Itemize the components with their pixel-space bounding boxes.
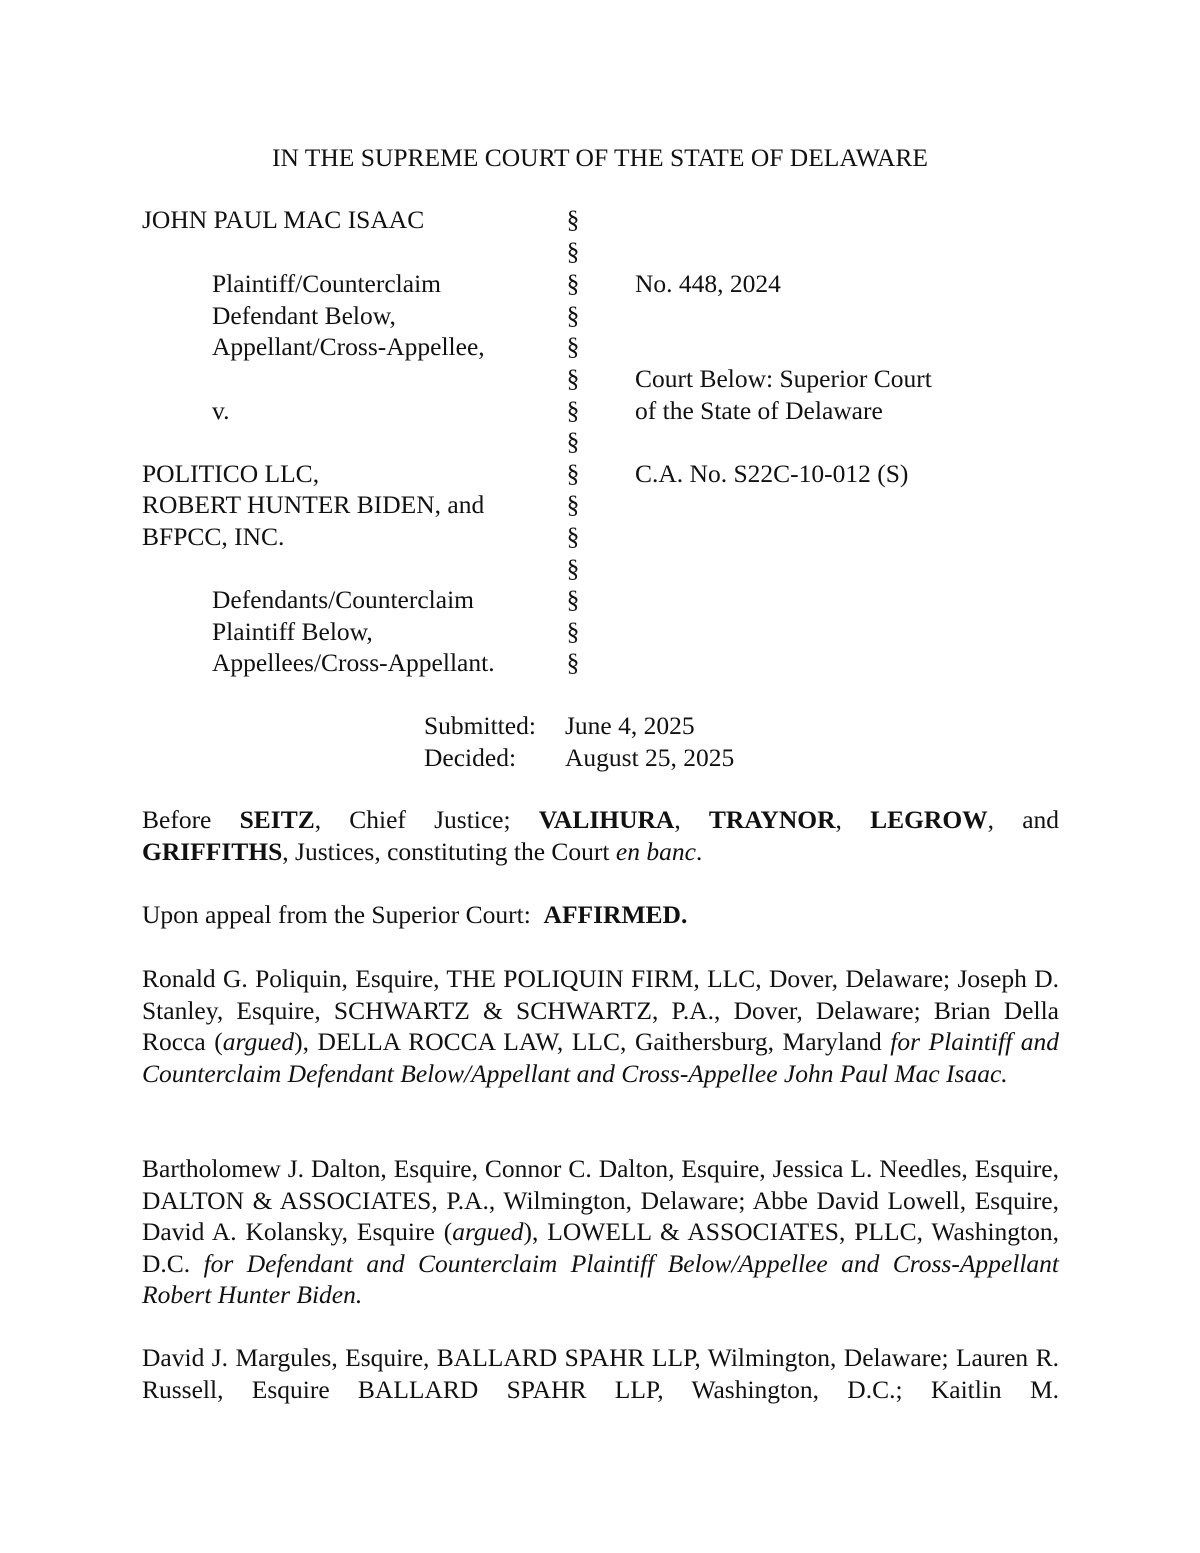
decided-date: August 25, 2025 [565,742,735,772]
plaintiff-role-line-1: Plaintiff/Counterclaim [212,269,441,298]
disposition-text: Upon appeal from the Superior Court: [142,900,531,929]
justice-griffiths: GRIFFITHS [142,836,283,866]
disposition [142,899,1059,931]
chief-text: , Chief Justice; [314,805,511,834]
versus: v. [212,396,230,425]
defendant-role-line-3: Appellees/Cross-Appellant. [212,648,495,677]
defendant-name-line-1: POLITICO LLC, [142,459,320,488]
counsel-plaintiff-for: for Plaintiff and Counterclaim Defendant Below/Appellant and Cross-Appellee John Paul Mac Isaac. [142,1027,1060,1088]
section-symbol: § [566,427,580,456]
counsel-politico-text: David J. Margules, Esquire, BALLARD SPAHR LLP, Wilmington, Delaware; Lauren R. Russell, Esquire BALLARD SPAHR LLP, Washington, D.C.; Kaitlin M. [142,1343,1059,1404]
section-symbol: § [566,585,580,614]
bench-comma: , [674,805,681,834]
plaintiff-role-line-3: Appellant/Cross-Appellee, [212,332,485,361]
section-symbol: § [566,301,580,330]
section-symbol: § [566,554,580,583]
court-below-line-2: of the State of Delaware [635,396,883,425]
counsel-plaintiff-text: Ronald G. Poliquin, Esquire, THE POLIQUIN FIRM, LLC, Dover, Delaware; Joseph D. Stanley, Esquire, SCHWARTZ & SCHWARTZ, P.A., Dover, Delaware; Brian Della Rocca ( [142,964,1059,1057]
court-below-line-1: Court Below: Superior Court [635,364,932,393]
counsel-plaintiff [142,963,1059,1089]
section-symbol: § [566,332,580,361]
section-symbol: § [566,648,580,677]
submitted-date: June 4, 2025 [565,711,695,740]
section-symbol: § [566,459,580,488]
justice-traynor: TRAYNOR [708,805,836,834]
section-symbol: § [566,396,580,425]
bench-rest: , Justices, constituting the Court [282,836,610,866]
counsel-biden-for: for Defendant and Counterclaim Plaintiff Below/Appellee and Cross-Appellant Robert Hunter Biden. [142,1248,1059,1310]
defendant-name-line-3: BFPCC, INC. [142,522,285,551]
section-symbol: § [566,269,580,298]
before-text: Before [142,805,212,834]
counsel-politico [142,1342,1059,1405]
dates-block [424,710,734,773]
section-symbol: § [566,364,580,393]
counsel-biden-text: Bartholomew J. Dalton, Esquire, Connor C. Dalton, Esquire, Jessica L. Needles, Esquire, DALTON & ASSOCIATES, P.A., Wilmington, Delaware; Abbe David Lowell, Esquire, David A. Kolansky, Esquire ( [142,1154,1059,1247]
defendant-name-line-2: ROBERT HUNTER BIDEN, and [142,490,485,519]
bench-paragraph [142,804,1059,867]
bench-and: , and [987,805,1060,834]
defendant-role-line-1: Defendants/Counterclaim [212,585,474,614]
justice-valihura: VALIHURA [538,805,675,834]
bench-comma: , [835,805,842,834]
section-symbol: § [566,237,580,266]
court-title: IN THE SUPREME COURT OF THE STATE OF DELAWARE [271,143,928,172]
section-symbol: § [566,522,580,551]
defendant-role-line-2: Plaintiff Below, [212,617,373,646]
decided-label: Decided: [424,742,517,772]
case-number: No. 448, 2024 [635,269,781,298]
submitted-label: Submitted: [424,711,536,740]
argued-note: argued [452,1217,524,1247]
justice-seitz: SEITZ [239,805,315,834]
section-symbol: § [566,490,580,519]
en-banc: en banc [615,836,696,866]
bench-period: . [695,836,703,866]
counsel-biden-text-2: ), LOWELL & ASSOCIATES, PLLC, Washington, D.C. [142,1217,1059,1278]
ca-number: C.A. No. S22C-10-012 (S) [635,459,909,488]
disposition-result: AFFIRMED. [543,900,688,929]
counsel-biden [142,1153,1059,1311]
plaintiff-name: JOHN PAUL MAC ISAAC [142,205,425,234]
justice-legrow: LEGROW [870,805,988,834]
counsel-plaintiff-text-2: ), DELLA ROCCA LAW, LLC, Gaithersburg, Maryland [294,1027,882,1057]
section-symbol: § [566,617,580,646]
section-symbol: § [566,205,580,234]
argued-note: argued [222,1027,295,1057]
plaintiff-role-line-2: Defendant Below, [212,301,396,330]
